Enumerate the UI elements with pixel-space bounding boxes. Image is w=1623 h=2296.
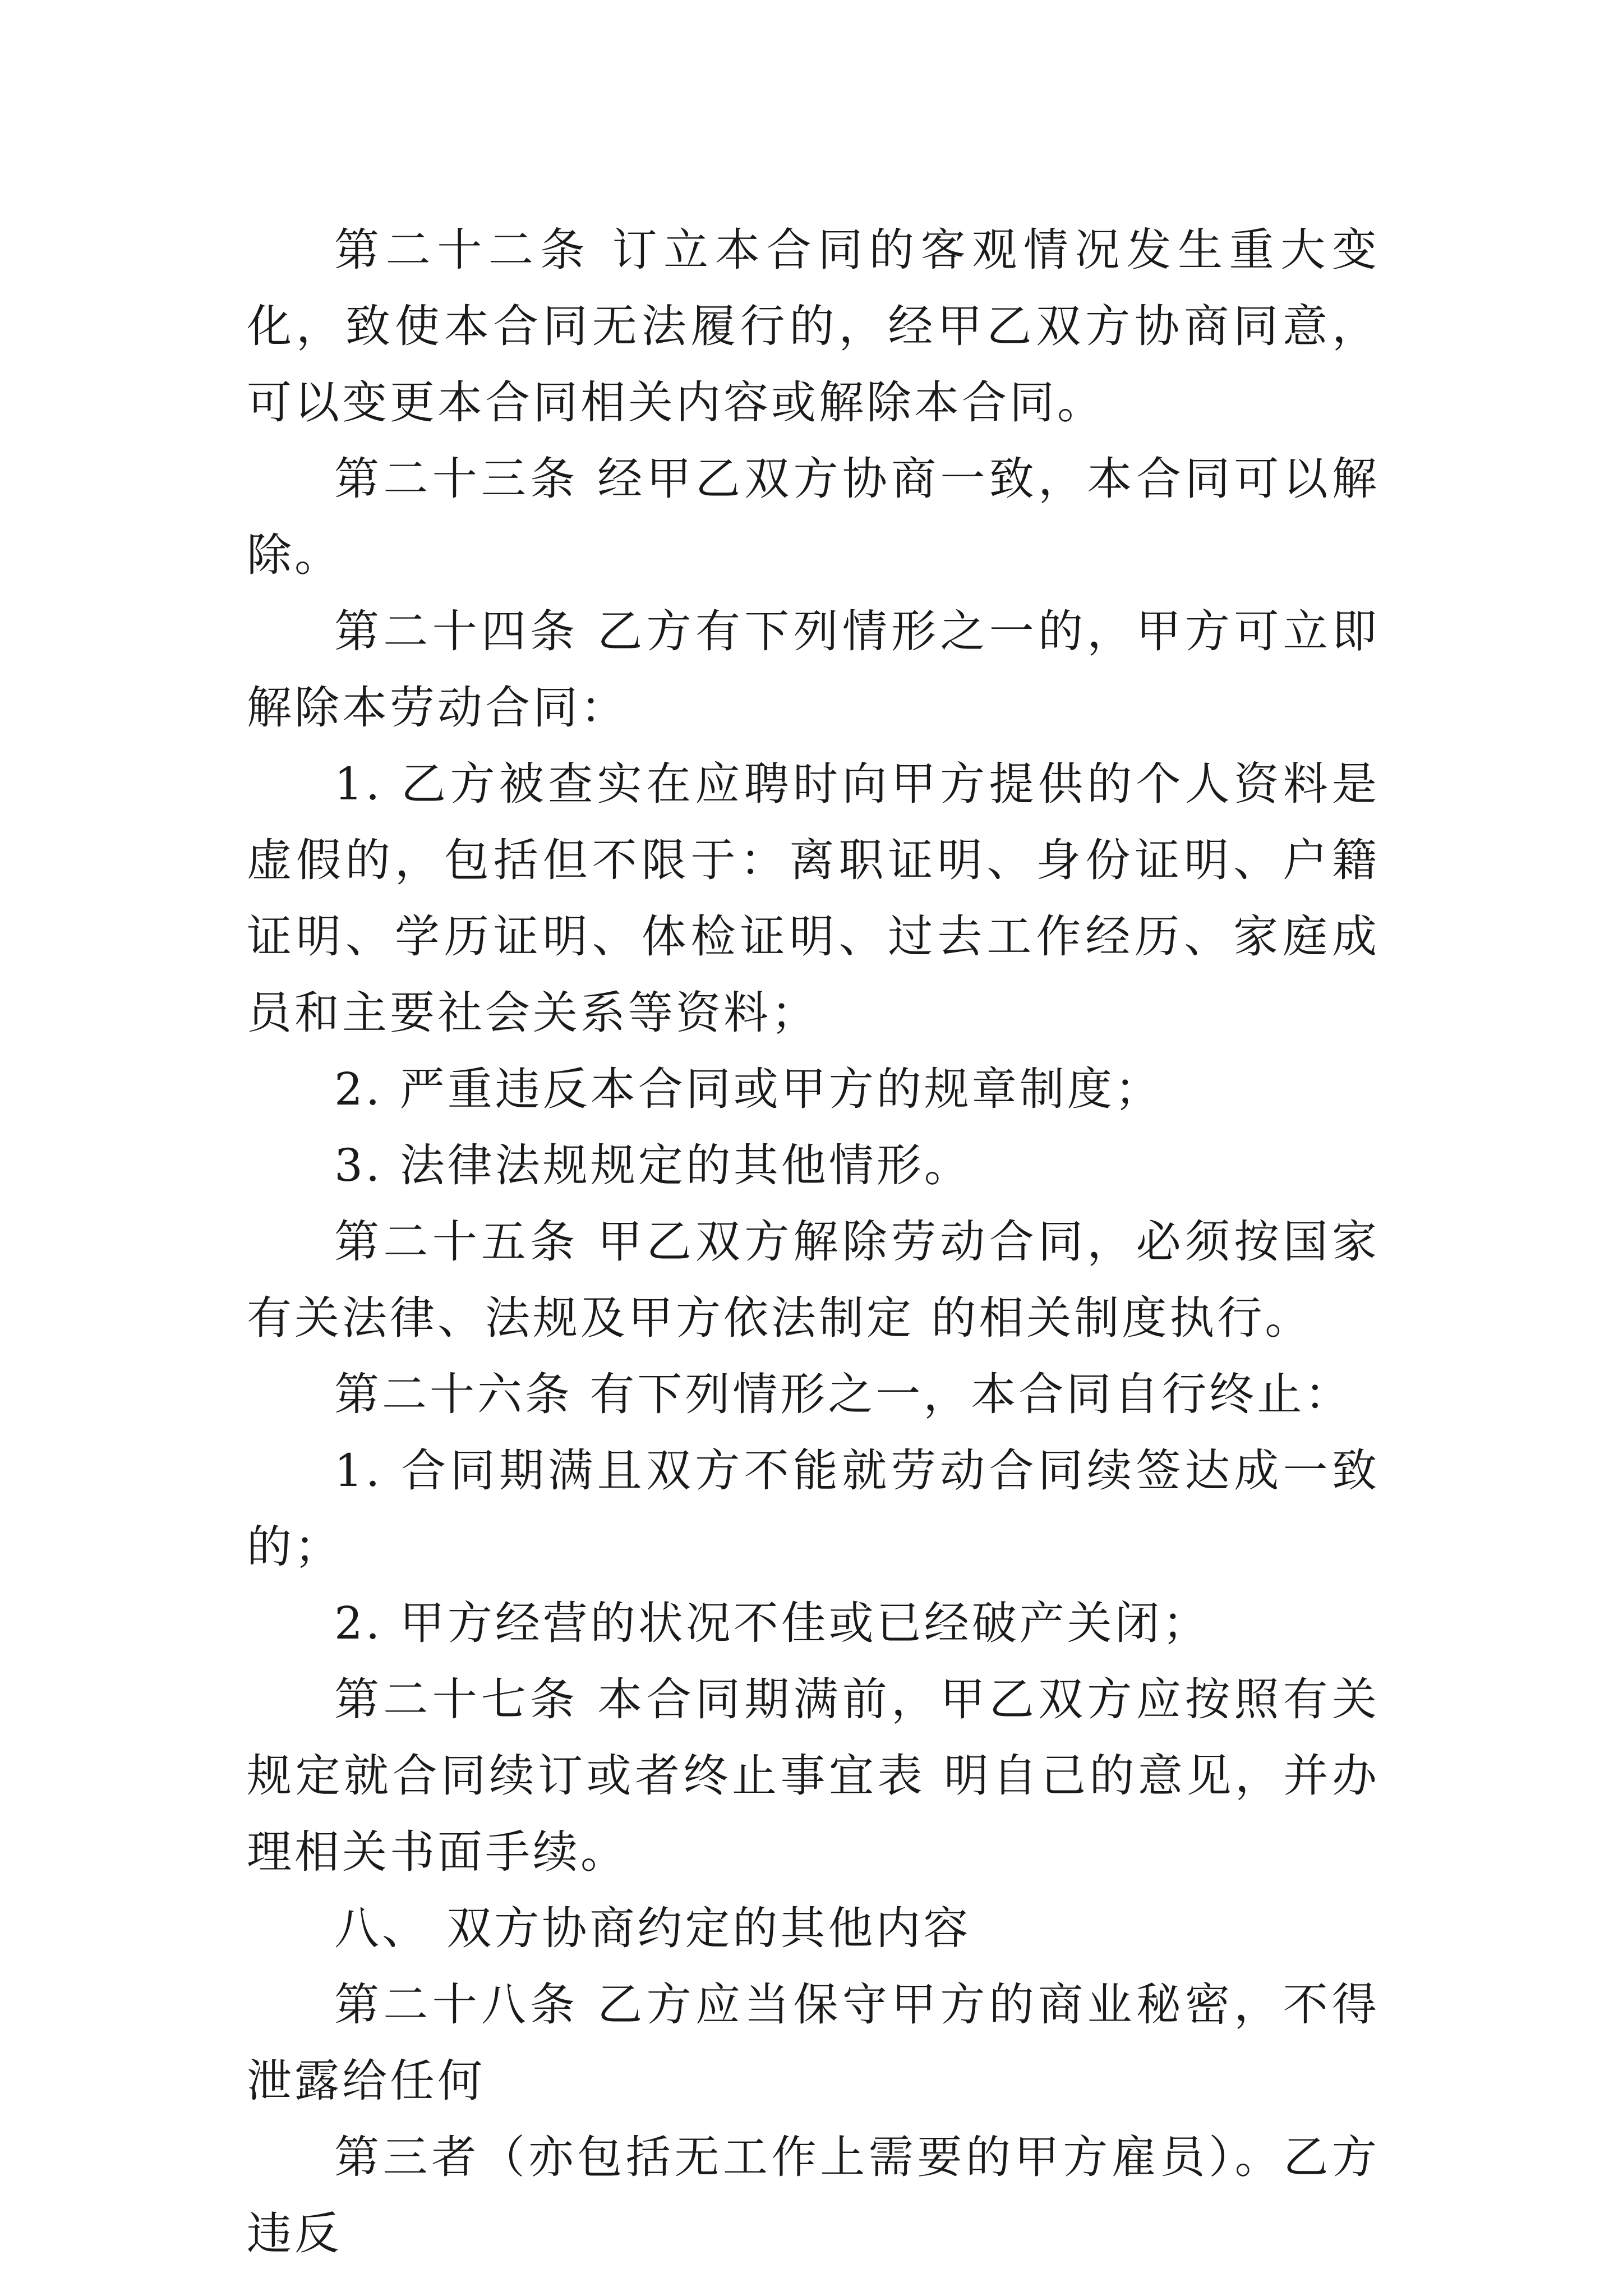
paragraph-article-24: 第二十四条 乙方有下列情形之一的，甲方可立即解除本劳动合同：: [247, 605, 1380, 734]
paragraph-article-22: 第二十二条 订立本合同的客观情况发生重大变化，致使本合同无法履行的，经甲乙双方协商同意，可以变更本合同相关内容或解除本合同。: [247, 224, 1380, 429]
paragraph-article-28: 第二十八条 乙方应当保守甲方的商业秘密，不得泄露给任何: [247, 1978, 1380, 2107]
paragraph-continuation: 第三者（亦包括无工作上需要的甲方雇员）。乙方违反: [247, 2131, 1380, 2260]
list-item-26-2: 2. 甲方经营的状况不佳或已经破产关闭；: [334, 1597, 1210, 1649]
section-heading-8: 八、 双方协商约定的其他内容: [334, 1902, 971, 1954]
paragraph-article-25: 第二十五条 甲乙双方解除劳动合同，必须按国家有关法律、法规及甲方依法制定 的相关制度执行。: [247, 1216, 1380, 1344]
list-item-26-1: 1. 合同期满且双方不能就劳动合同续签达成一致的；: [247, 1444, 1380, 1573]
paragraph-article-26: 第二十六条 有下列情形之一，本合同自行终止：: [334, 1368, 1353, 1420]
list-item-24-2: 2. 严重违反本合同或甲方的规章制度；: [334, 1063, 1163, 1115]
paragraph-article-27: 第二十七条 本合同期满前，甲乙双方应按照有关规定就合同续订或者终止事宜表 明自己的意见，并办理相关书面手续。: [247, 1673, 1380, 1878]
paragraph-article-23: 第二十三条 经甲乙双方协商一致，本合同可以解除。: [247, 453, 1380, 581]
document-body: [247, 212, 1380, 2272]
list-item-24-1: 1. 乙方被查实在应聘时向甲方提供的个人资料是虚假的，包括但不限于：离职证明、身份证明、户籍证明、学历证明、体检证明、过去工作经历、家庭成员和主要社会关系等资料；: [247, 758, 1380, 1039]
list-item-24-3: 3. 法律法规规定的其他情形。: [334, 1139, 972, 1191]
